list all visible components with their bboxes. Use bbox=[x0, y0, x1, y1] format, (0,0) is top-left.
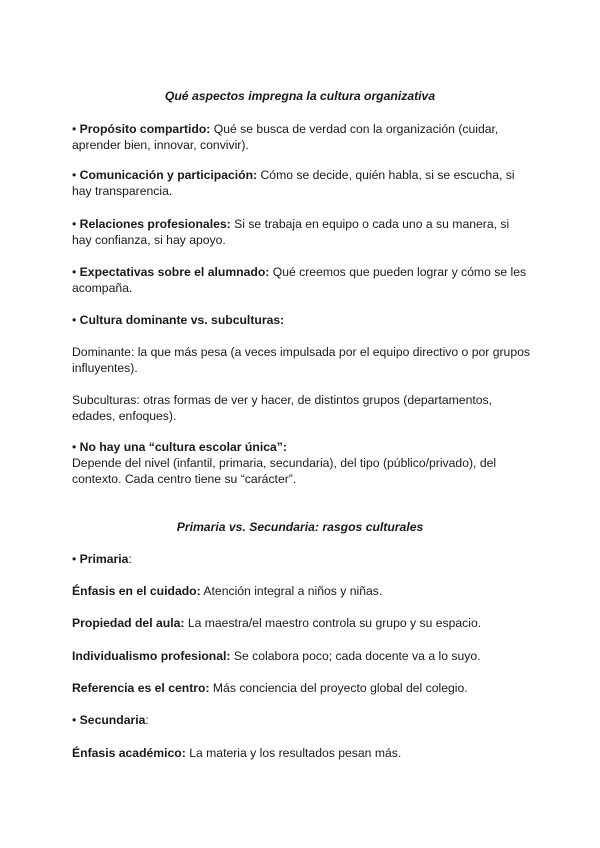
primaria-item-cuidado bbox=[72, 583, 532, 599]
primaria-label: Primaria bbox=[79, 552, 129, 566]
section-title-primaria-secundaria: Primaria vs. Secundaria: rasgos culturales bbox=[176, 520, 424, 534]
secundaria-label: Secundaria bbox=[79, 713, 146, 727]
dominante-text: Dominante: la que más pesa (a veces impulsada por el equipo directivo o por grupos influyentes). bbox=[72, 345, 530, 375]
colon: : bbox=[145, 713, 149, 727]
item-text: Qué creemos que pueden lograr y cómo se les acompaña. bbox=[72, 265, 527, 295]
item-label: Referencia es el centro: bbox=[72, 681, 210, 695]
primaria-item-individualismo bbox=[72, 648, 532, 664]
item-label: Expectativas sobre el alumnado: bbox=[79, 265, 270, 279]
item-cultura-dominante bbox=[72, 312, 532, 328]
colon: : bbox=[128, 552, 132, 566]
item-text: La materia y los resultados pesan más. bbox=[189, 746, 402, 760]
item-comunicacion bbox=[72, 167, 532, 199]
item-label: Relaciones profesionales: bbox=[79, 217, 231, 231]
secundaria-item-academico bbox=[72, 745, 532, 761]
item-label: Énfasis en el cuidado: bbox=[72, 584, 201, 598]
item-label: Cultura dominante vs. subculturas: bbox=[79, 313, 285, 327]
item-text: Qué se busca de verdad con la organización (cuidar, aprender bien, innovar, convivir). bbox=[72, 122, 499, 152]
bullet: • bbox=[72, 313, 77, 327]
bullet: • bbox=[72, 265, 77, 279]
subculturas-text: Subculturas: otras formas de ver y hacer, de distintos grupos (departamentos, edades, enfoques). bbox=[72, 393, 493, 423]
bullet: • bbox=[72, 552, 77, 566]
item-text: Cómo se decide, quién habla, si se escucha, si hay transparencia. bbox=[72, 168, 515, 198]
item-text: Atención integral a niños y niñas. bbox=[203, 584, 383, 598]
item-relaciones bbox=[72, 216, 532, 248]
section-title-cultura: Qué aspectos impregna la cultura organizativa bbox=[164, 89, 436, 103]
bullet: • bbox=[72, 217, 77, 231]
bullet: • bbox=[72, 122, 77, 136]
bullet: • bbox=[72, 713, 77, 727]
item-text: Si se trabaja en equipo o cada uno a su manera, si hay confianza, si hay apoyo. bbox=[72, 217, 510, 247]
bullet: • bbox=[72, 168, 77, 182]
item-text: Se colabora poco; cada docente va a lo suyo. bbox=[233, 649, 481, 663]
primaria-item-referencia bbox=[72, 680, 532, 696]
item-label: Propósito compartido: bbox=[79, 122, 211, 136]
primaria-item-propiedad bbox=[72, 615, 532, 631]
primaria-heading bbox=[72, 551, 532, 567]
bullet: • bbox=[72, 440, 77, 454]
item-cultura-unica bbox=[72, 439, 532, 487]
item-proposito bbox=[72, 121, 532, 153]
item-label: Comunicación y participación: bbox=[79, 168, 258, 182]
item-text: Más conciencia del proyecto global del colegio. bbox=[212, 681, 468, 695]
secundaria-heading bbox=[72, 712, 532, 728]
item-label: No hay una “cultura escolar única”: bbox=[79, 440, 287, 454]
item-label: Propiedad del aula: bbox=[72, 616, 185, 630]
item-text: La maestra/el maestro controla su grupo y su espacio. bbox=[187, 616, 482, 630]
item-label: Énfasis académico: bbox=[72, 746, 186, 760]
item-expectativas bbox=[72, 264, 532, 296]
item-label: Individualismo profesional: bbox=[72, 649, 231, 663]
item-text: Depende del nivel (infantil, primaria, secundaria), del tipo (público/privado), del contexto. Cada centro tiene su “carácter”. bbox=[72, 456, 497, 486]
